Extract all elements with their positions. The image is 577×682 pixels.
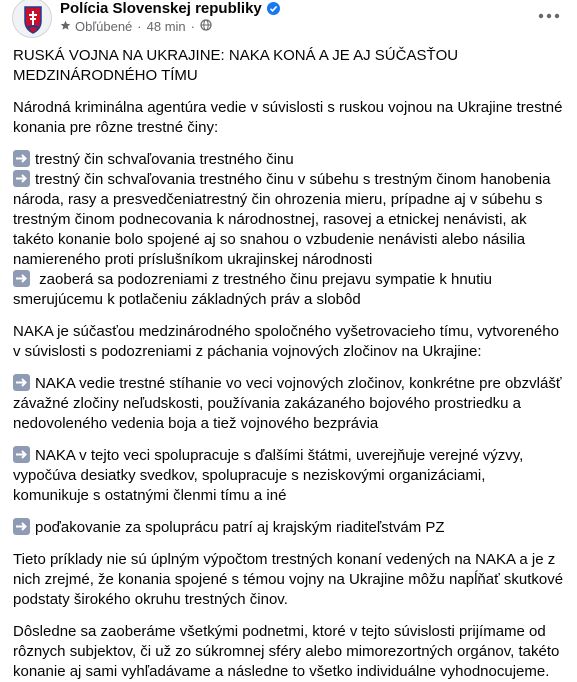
post-time[interactable]: 48 min — [146, 19, 186, 34]
team-point-text: NAKA vedie trestné stíhanie vo veci vojnových zločinov, konkrétne pre obzvlášť závažné zločiny neľudskosti, používania zakázaného bojového prostriedku a nedovoleného vedenia boja a tiež vojnového bezprávia — [13, 375, 562, 432]
list-item — [13, 170, 565, 270]
list-item-text: trestný čin schvaľovania trestného činu — [35, 151, 294, 168]
right-arrow-icon — [13, 150, 30, 167]
right-arrow-icon — [13, 374, 30, 391]
list-item — [13, 150, 565, 170]
post-header — [0, 0, 577, 42]
post-title: RUSKÁ VOJNA NA UKRAJINE: NAKA KONÁ A JE AJ SÚČASŤOU MEDZINÁRODNÉHO TÍMU — [13, 47, 459, 84]
favorites-label[interactable]: Obľúbené — [75, 19, 133, 34]
team-point — [13, 518, 565, 538]
verified-badge-icon — [267, 2, 280, 15]
meta-separator: · — [137, 19, 142, 34]
list-item-text: trestný čin schvaľovania trestného činu v súbehu s trestným činom hanobenia národa, rasy a presvedčeniatrestný čin ohrozenia mieru, prípadne aj v súbehu s trestným činom podnecovania k národnostnej, rasovej a etnickej nenávisti, ak takéto konanie bolo spojené aj so snahou o vzbudenie nenávisti alebo násilia namiereného proti príslušníkom ukrajinskej národnosti — [13, 171, 551, 268]
team-intro-paragraph: NAKA je súčasťou medzinárodného spoločného vyšetrovacieho tímu, vytvoreného v súvislosti s podozreniami z páchania vojnových zločinov na Ukrajine: — [13, 323, 559, 360]
list-item-text: zaoberá sa podozreniami z trestného činu prejavu sympatie k hnutiu smerujúcemu k potlačeniu základných práv a slobôd — [13, 271, 492, 308]
post-body — [0, 46, 577, 682]
list-item — [13, 270, 565, 310]
star-icon — [60, 19, 71, 34]
more-options-icon[interactable] — [535, 4, 563, 28]
crimes-list — [13, 150, 565, 310]
team-point — [13, 446, 565, 506]
right-arrow-icon — [13, 518, 30, 535]
police-emblem-icon[interactable] — [12, 0, 52, 38]
page-name-link[interactable]: Polícia Slovenskej republiky — [60, 0, 262, 17]
meta-separator: · — [190, 19, 195, 34]
globe-icon[interactable] — [200, 19, 212, 34]
right-arrow-icon — [13, 446, 30, 463]
team-point — [13, 374, 565, 434]
closing-paragraph: Dôsledne sa zaoberáme všetkými podnetmi, ktoré v tejto súvislosti prijímame od rôznych subjektov, či už zo súkromnej sféry alebo mimorezortných orgánov, takéto konanie aj sami vyhľadávame a následne to všetko individuálne vyhodnocujeme. — [13, 623, 560, 680]
post-meta — [60, 19, 212, 34]
team-point-text: NAKA v tejto veci spolupracuje s ďalšími štátmi, uverejňuje verejné výzvy, vypočúva desiatky svedkov, spolupracuje s neziskovými organizáciami, komunikuje s ostatnými členmi tímu a iné — [13, 447, 524, 504]
examples-paragraph: Tieto príklady nie sú úplným výpočtom trestných konaní vedených na NAKA a je z nich zrejmé, že konania spojené s témou vojny na Ukrajine môžu napĺňať skutkové podstaty širokého okruhu trestných činov. — [13, 551, 564, 608]
team-point-text: poďakovanie za spoluprácu patrí aj krajským riaditeľstvám PZ — [35, 519, 445, 536]
intro-paragraph: Národná kriminálna agentúra vedie v súvislosti s ruskou vojnou na Ukrajine trestné konania pre rôzne trestné činy: — [13, 99, 563, 136]
right-arrow-icon — [13, 170, 30, 187]
page-name-row — [60, 0, 280, 17]
right-arrow-icon — [13, 270, 30, 287]
